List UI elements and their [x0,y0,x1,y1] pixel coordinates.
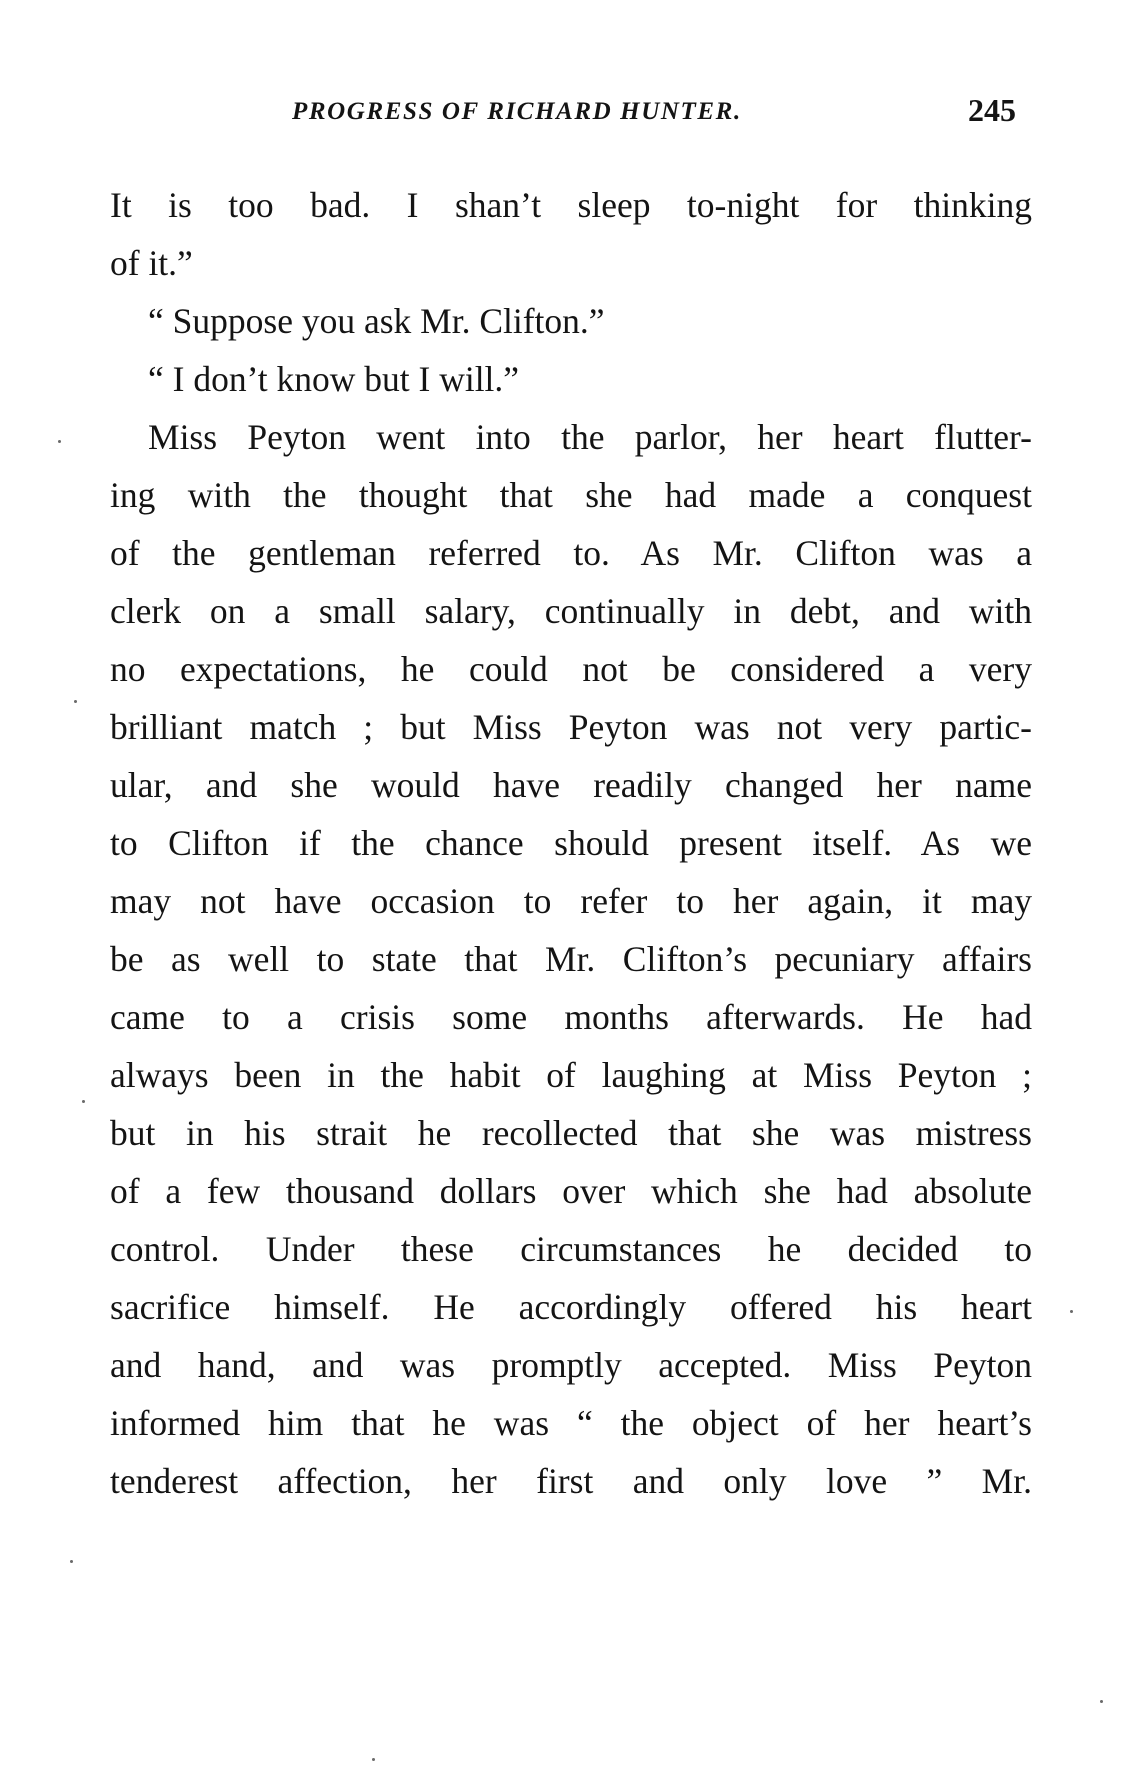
paper-speck [1100,1700,1103,1703]
text-line: ular, and she would have readily changed her name [110,765,1032,805]
text-line: “ I don’t know but I will.” [148,359,520,399]
paper-speck [70,1560,73,1563]
text-line: sacrifice himself. He accordingly offered his heart [110,1287,1032,1327]
paper-speck [372,1758,375,1761]
text-line: tenderest affection, her first and only love ” Mr. [110,1461,1032,1501]
text-line: It is too bad. I shan’t sleep to-night for thinking [110,185,1032,225]
running-title: PROGRESS OF RICHARD HUNTER. [292,98,742,125]
text-line: came to a crisis some months afterwards. He had [110,997,1032,1037]
paper-speck [58,440,61,443]
text-line: brilliant match ; but Miss Peyton was not very partic- [110,707,1032,747]
text-line: of a few thousand dollars over which she had absolute [110,1171,1032,1211]
text-line: informed him that he was “ the object of her heart’s [110,1403,1032,1443]
text-line: no expectations, he could not be considered a very [110,649,1032,689]
text-line: clerk on a small salary, continually in debt, and with [110,591,1032,631]
text-line: always been in the habit of laughing at Miss Peyton ; [110,1055,1032,1095]
text-line: of the gentleman referred to. As Mr. Clifton was a [110,533,1032,573]
paper-speck [82,1100,85,1103]
text-line: ing with the thought that she had made a conquest [110,475,1032,515]
text-line: control. Under these circumstances he decided to [110,1229,1032,1269]
text-line: “ Suppose you ask Mr. Clifton.” [148,301,605,341]
text-line: be as well to state that Mr. Clifton’s pecuniary affairs [110,939,1032,979]
text-line: to Clifton if the chance should present itself. As we [110,823,1032,863]
paper-speck [1070,1310,1073,1313]
text-line: Miss Peyton went into the parlor, her heart flutter- [148,417,1032,457]
text-line: and hand, and was promptly accepted. Miss Peyton [110,1345,1032,1385]
running-head [0,92,1136,132]
paper-speck [74,700,77,703]
text-line: may not have occasion to refer to her again, it may [110,881,1032,921]
page-number: 245 [968,92,1016,128]
text-line: of it.” [110,243,193,283]
text-line: but in his strait he recollected that she was mistress [110,1113,1032,1153]
